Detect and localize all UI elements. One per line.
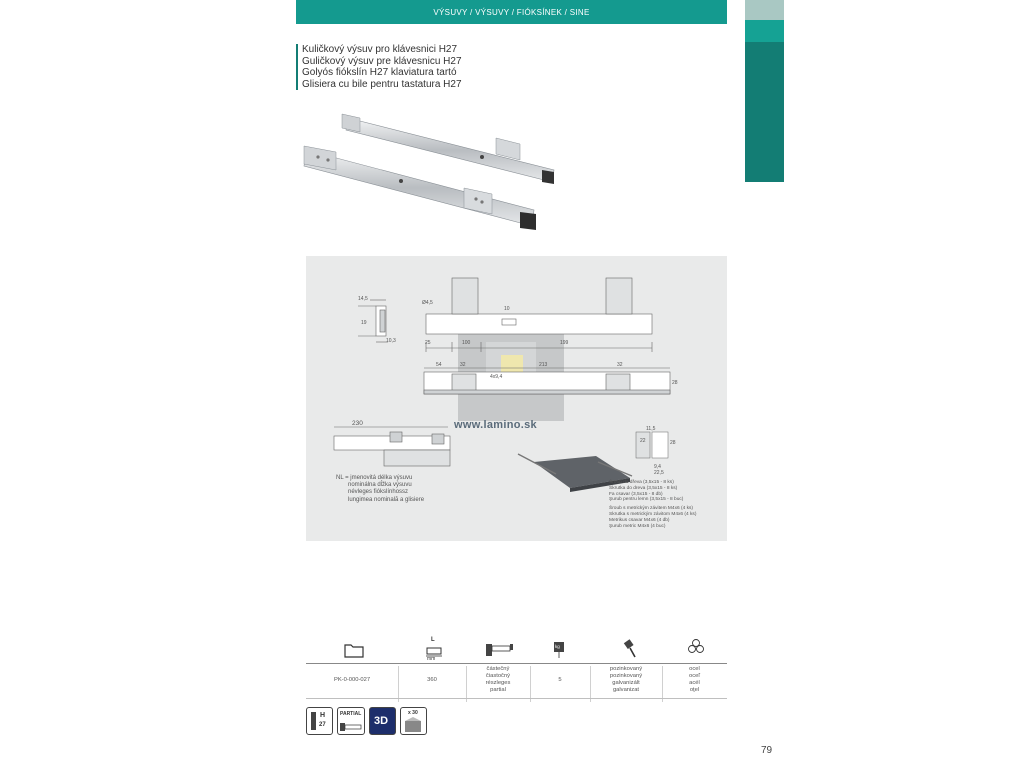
- finish-sk: pozinkovaný: [609, 673, 643, 679]
- dim-label: 25: [425, 340, 431, 346]
- table-col-divider: [398, 666, 399, 702]
- nl-note-line: nominálna dĺžka výsuvu: [348, 482, 412, 489]
- screw-note-line: Šroub s metrickým závitem M4x6 (4 ks): [609, 506, 693, 512]
- 3d-badge: [369, 707, 396, 735]
- screw-note-line: Šroub do dřeva (3,5x15 - 8 ks): [609, 480, 674, 485]
- dim-label: 22: [640, 438, 646, 444]
- dim-label: 28: [672, 380, 678, 386]
- table-bottom-line: [306, 698, 727, 699]
- nl-note-line: névleges fiókslínhossz: [348, 489, 409, 496]
- screw-note-line: Şurub metric M4x6 (4 buc): [609, 523, 666, 529]
- dim-label: 11,5: [646, 426, 656, 432]
- screw-note-line: Skrutka s metrickým závitom M4x6 (4 ks): [609, 511, 697, 517]
- material-icon: [685, 636, 707, 662]
- table-divider: [306, 663, 727, 664]
- dim-label: 32: [617, 362, 623, 368]
- page-number: 79: [761, 745, 773, 756]
- product-title-ro: Glisiera cu bile pentru tastatura H27: [302, 78, 462, 90]
- extension-hu: részleges: [485, 680, 511, 686]
- product-title-sk: Guličkový výsuv pre klávesnicu H27: [302, 55, 462, 67]
- dim-label: 14,5: [358, 296, 368, 302]
- finish-hu: galvanizált: [612, 680, 640, 686]
- dim-label: 19: [361, 320, 367, 326]
- length-icon: [422, 636, 446, 662]
- screw-note-line: Şurub pentru lemn (3,5x15 - 8 buc): [609, 497, 684, 503]
- h27-badge: [306, 707, 333, 735]
- feature-badges: [306, 707, 427, 735]
- dim-label: 10: [504, 306, 510, 312]
- material-hu: acél: [689, 680, 700, 686]
- dim-label: 54: [436, 362, 442, 368]
- 3d-badge-label: 3D: [374, 715, 389, 727]
- h27-badge-label: H: [320, 712, 326, 719]
- screw-note-line: Metrikus csavar M4x6 (4 db): [609, 517, 670, 523]
- dim-label: Ø4,5: [422, 300, 433, 306]
- side-tab: [745, 42, 784, 182]
- table-col-divider: [530, 666, 531, 702]
- dim-label: 100: [462, 340, 471, 346]
- product-title-cz: Kuličkový výsuv pro klávesnici H27: [302, 44, 458, 55]
- product-title-block: [296, 44, 462, 90]
- dim-label: 9,4: [654, 464, 661, 470]
- dim-label: 32: [460, 362, 466, 368]
- dim-label: 199: [560, 340, 569, 346]
- slide-extension-icon: [484, 636, 516, 662]
- header-bar: [296, 0, 727, 24]
- watermark: www.lamino.sk: [454, 419, 537, 431]
- material-value: [662, 666, 727, 694]
- load-label: kg: [555, 644, 560, 649]
- dim-label: 213: [539, 362, 548, 368]
- folder-icon: [342, 636, 366, 662]
- load-value: 5: [558, 677, 562, 683]
- extension-value: [466, 666, 530, 694]
- package-badge-label: x 30: [408, 710, 418, 716]
- dim-label: 28: [670, 440, 676, 446]
- package-badge: [400, 707, 427, 735]
- finish-ro: galvanizat: [612, 687, 640, 693]
- technical-drawing-panel: [306, 256, 727, 541]
- closed-view: [334, 427, 450, 466]
- material-cz: ocel: [689, 666, 700, 672]
- product-title-hu: Golyós fiókslín H27 klaviatura tartó: [302, 67, 457, 78]
- load-weight-icon: [552, 636, 566, 662]
- dim-label: 230: [352, 420, 363, 427]
- material-ro: oţel: [689, 687, 700, 693]
- extension-sk: čiastočný: [485, 673, 511, 679]
- finish-cz: pozinkovaný: [609, 666, 643, 672]
- side-tab-mid: [745, 20, 784, 42]
- spec-table: [306, 636, 727, 700]
- nl-note: [336, 475, 424, 504]
- side-tab-top: [745, 0, 784, 20]
- partial-badge: [337, 707, 365, 735]
- extension-cz: částečný: [486, 666, 510, 672]
- screw-icon: [620, 636, 638, 662]
- length-value: 360: [427, 677, 437, 683]
- screw-notes: [609, 480, 696, 529]
- dim-label: 22,5: [654, 470, 664, 476]
- product-photo: [296, 108, 556, 238]
- extension-ro: partial: [490, 687, 506, 693]
- partial-badge-label: PARTIAL: [340, 711, 362, 717]
- length-unit: mm: [427, 656, 436, 662]
- dim-label: 4x9,4: [490, 374, 503, 380]
- h27-badge-sub: 27: [319, 722, 326, 728]
- nl-note-line: lungimea nominală a glisiere: [348, 496, 425, 503]
- product-code: PK-0-000-027: [333, 677, 371, 683]
- finish-value: [590, 666, 662, 694]
- material-sk: oceľ: [688, 673, 701, 679]
- length-label: L: [431, 637, 435, 643]
- breadcrumb: VÝSUVY / VÝSUVY / FIÓKSÍNEK / SINE: [433, 7, 590, 17]
- screw-note-line: Skrutka do dreva (3,5x15 - 8 ks): [609, 485, 678, 491]
- nl-note-line: NL = jmenovitá délka výsuvu: [336, 475, 413, 481]
- dim-label: 10,3: [386, 338, 396, 344]
- rail-side-view: [424, 368, 670, 394]
- screw-note-line: Fa csavar (3,5x15 - 8 db): [609, 491, 663, 497]
